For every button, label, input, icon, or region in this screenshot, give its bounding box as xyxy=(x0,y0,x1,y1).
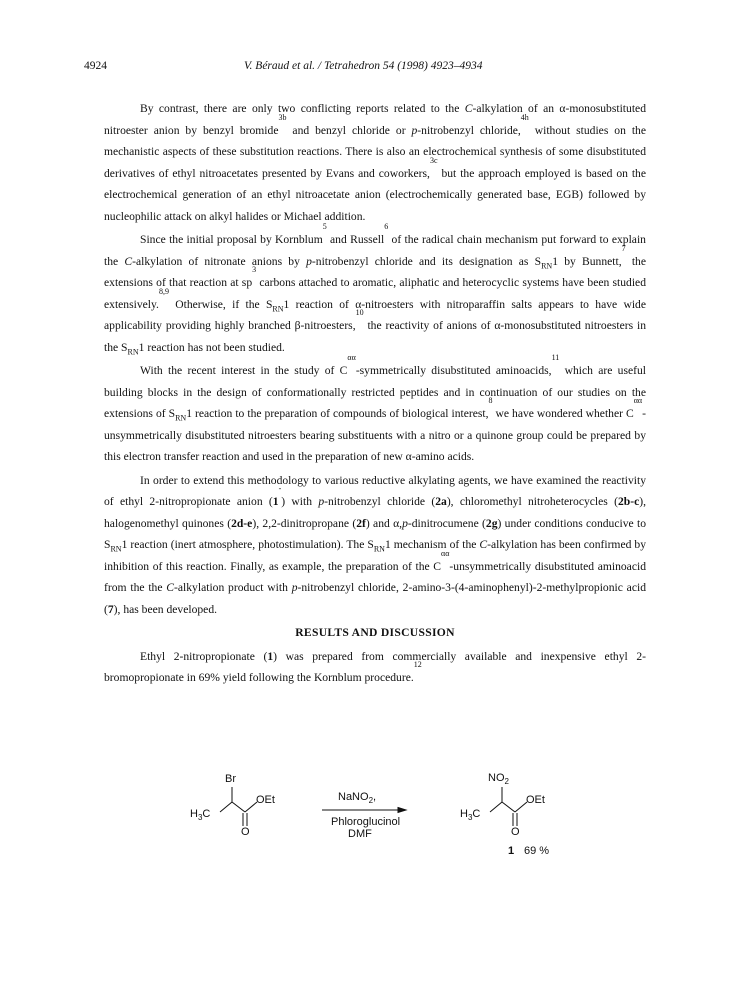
product-methyl-label: $H_3C$ xyxy=(460,808,481,823)
article-body xyxy=(104,98,646,691)
reactant-ester-label: OEt xyxy=(256,794,275,806)
reagent-below-1-label: Phloroglucinol xyxy=(331,816,401,828)
paragraph-3: With the recent interest in the study of $C^{\alpha\alpha}$-symmetrically disubstituted aminoacids,$^{11}$ which are useful building blocks in the design of conformationally restricted peptides and in continuation of our studies on the extensions of $S_{RN}1$ reaction to the preparation of compounds of biological interest,$^8$ we have wondered whether $C^{\alpha\alpha}$-unsymmetrically disubstituted nitroesters bearing substituents with a nitro or a quinone group could be prepared by this electron transfer reaction and used in the preparation of new α-amino acids. xyxy=(104,353,646,463)
reactant-bromo-label: Br xyxy=(225,773,236,785)
product-yield-label: 69 % xyxy=(524,845,550,857)
section-heading: RESULTS AND DISCUSSION xyxy=(295,626,455,639)
reactant-carbonyl-o-label: O xyxy=(241,826,250,838)
page-number: 4924 xyxy=(84,60,107,72)
product-ester-label: OEt xyxy=(526,794,545,806)
paragraph-4: In order to extend this methodology to various reductive alkylating agents, we have examined the reactivity of ethyl 2-nitropropionate anion (1-) with p-nitrobenzyl chloride (2a), chloromethyl nitroheterocycles (2b-c), halogenomethyl quinones (2d-e), 2,2-dinitropropane (2f) and α,p-dinitrocumene (2g) under conditions conducive to $S_{RN}1$ reaction (inert atmosphere, photostimulation). The $S_{RN}1$ mechanism of the C-alkylation has been confirmed by inhibition of this reaction. Finally, as example, the preparation of the $C^{\alpha\alpha}$-unsymmetrically disubstituted aminoacid from the the C-alkylation product with p-nitrobenzyl chloride, 2-amino-3-(4-aminophenyl)-2-methylpropionic acid (7), has been developed. xyxy=(104,473,647,616)
paragraph-1: By contrast, there are only two conflicting reports related to the C-alkylation of an α-monosubstituted nitroester anion by benzyl bromide$^{3b}$ and benzyl chloride or p-nitrobenzyl chloride,$^{4h}$ without studies on the mechanistic aspects of these substitution reactions. There is also an electrochemical synthesis of some disubstituted derivatives of ethyl nitroacetates presented by Evans and coworkers,$^{3c}$ but the approach employed is based on the electrochemical generation of an ethyl nitroacetate anion (electrochemically generated base, EGB) followed by nucleophilic attack on alkyl halides or Michael addition. xyxy=(104,102,647,223)
product-number-label: 1 xyxy=(508,845,515,857)
running-head: V. Béraud et al. / Tetrahedron 54 (1998) 4923–4934 xyxy=(244,60,483,72)
reaction-scheme xyxy=(170,770,570,870)
reagent-above-label: NaNO$_2$, xyxy=(338,791,377,806)
product-nitro-label: $NO_2$ xyxy=(488,772,509,787)
reactant-structure xyxy=(220,787,257,826)
reactant-methyl-label: $H_3C$ xyxy=(190,808,211,823)
reaction-arrow xyxy=(322,808,406,813)
paragraph-2: Since the initial proposal by Kornblum$^5$ and Russell$^6$ of the radical chain mechanism put forward to explain the C-alkylation of nitronate anions by p-nitrobenzyl chloride and its designation as $S_{RN}1$ by Bunnett,$^7$ the extensions of that reaction at $sp^3$ carbons attached to aromatic, aliphatic and heterocyclic systems have been studied extensively.$^{8,9}$ Otherwise, if the $S_{RN}1$ reaction of α-nitroesters with nitroparaffin salts appears to have wide applicability providing highly branched β-nitroesters,$^{10}$ the reactivity of anions of α-monosubstituted nitroesters in the $S_{RN}1$ reaction has not been studied. xyxy=(104,222,646,356)
reagent-below-2-label: DMF xyxy=(348,828,372,840)
product-structure xyxy=(490,787,527,826)
product-carbonyl-o-label: O xyxy=(511,826,520,838)
paragraph-5: Ethyl 2-nitropropionate (1) was prepared from commercially available and inexpensive ethyl 2-bromopropionate in 69% yield following the Kornblum procedure.$^{12}$ xyxy=(104,649,646,684)
